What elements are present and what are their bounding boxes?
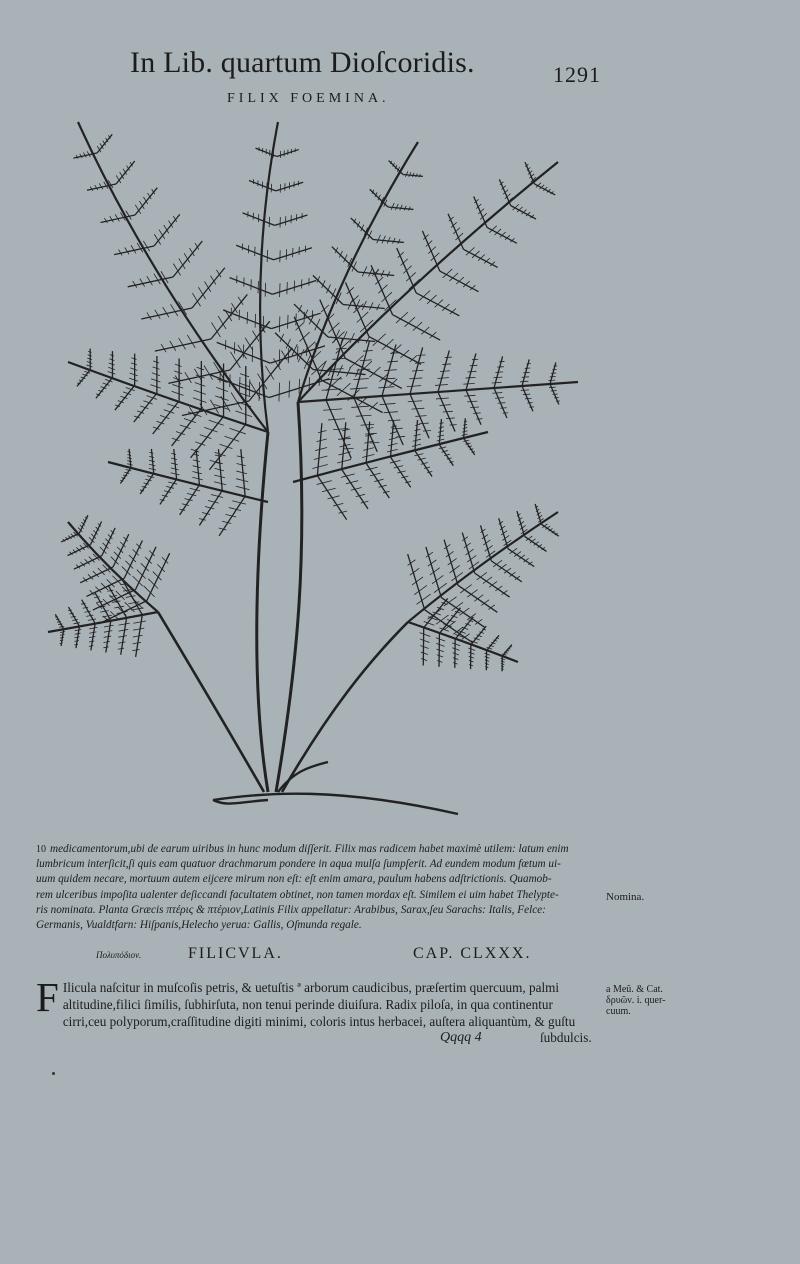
fern-illustration [38, 102, 598, 822]
commentary-line-6: Germanis, Vualdtfarn: Hiſpanis,Helecho yerua: Gallis, Oſmunda regale. [36, 919, 362, 932]
line-number: 10 [36, 844, 46, 855]
commentary-line-2: lumbricum interſicit,ſi quis eam quatuor drachmarum pondere in aqua mulſa ſumpſerit. Ad eundem modum fœtum ui- [36, 858, 561, 871]
margin-ref-line-3: cuum. [606, 1006, 631, 1017]
commentary-line-1: 10 medicamentorum,ubi de earum uiribus in hunc modum diſſerit. Filix mas radicem habet maximè utilem: latum enim [36, 843, 569, 855]
catchword: ſubdulcis. [540, 1030, 592, 1045]
body-line-3: cirri,ceu polyporum,craſſitudine digiti minimi, coloris intus herbacei, auſtera aliquantùm, & guſtu [62, 1014, 576, 1029]
body-line-1: Ilicula naſcitur in muſcoſis petris, & uetuſtis ª arborum caudicibus, præſertim quercuum, palmi [62, 980, 560, 995]
body-line-2: altitudine,filici ſimilis, ſubhirſuta, non tenui perinde diuiſura. Radix piloſa, in qua continentur [62, 997, 553, 1012]
greek-plant-name: Πολυπόδιον. [96, 950, 142, 960]
margin-note-reference [606, 984, 676, 1017]
margin-ref-line-1: a Meũ. & Cat. [606, 984, 663, 995]
chapter-title: FILICVLA. [188, 945, 283, 962]
page-number: 1291 [553, 62, 601, 87]
drop-cap: F [36, 974, 59, 1020]
margin-note-nomina: Nomina. [606, 891, 645, 903]
running-head: In Lib. quartum Dioſcoridis. [130, 46, 475, 79]
margin-ref-line-2: δρυῶν. i. quer- [606, 995, 666, 1006]
figure-title: FILIX FOEMINA. [227, 91, 390, 106]
commentary-line-5: ris nominata. Planta Græcis πτέρις & πτέριον,Latinis Filix appellatur: Arabibus, Sarax,ſeu Sarachs: Italis, Felce: [36, 903, 546, 916]
commentary-line-3: uum quidem necare, mortuum autem eijcere mirum non eſt: eſt enim amara, paulum habens adſtrictionis. Quamob- [36, 873, 552, 886]
fern-woodcut-icon [38, 102, 598, 822]
signature-mark: Qqqq 4 [440, 1030, 482, 1045]
chapter-body [36, 974, 602, 1030]
ink-speck [52, 1072, 55, 1075]
commentary-block [36, 842, 602, 933]
chapter-number: CAP. CLXXX. [413, 945, 532, 962]
commentary-line-4: rem ulceribus impoſita ualenter deſiccandi facultatem obtinet, non tamen mordax eſt. Similem ei uim habet Thelypte- [36, 888, 559, 901]
